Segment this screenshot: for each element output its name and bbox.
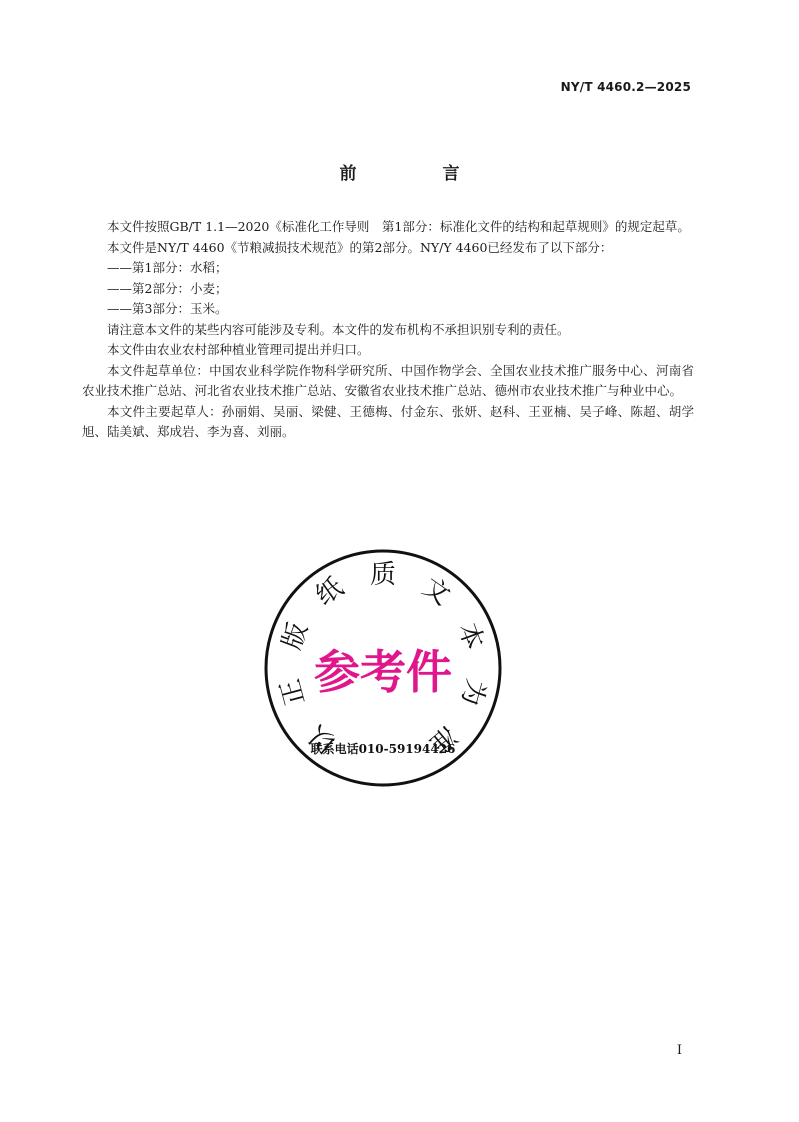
paragraph-drafting-rules: 本文件按照GB/T 1.1—2020《标准化工作导则 第1部分：标准化文件的结构和起草规则》的规定起草。	[107, 219, 690, 234]
stamp-ring-char: 准	[423, 719, 463, 760]
stamp-ring-char: 以	[303, 719, 343, 760]
list-item-part-2: ——第2部分：小麦；	[107, 280, 228, 296]
stamp-ring-char: 本	[451, 618, 489, 654]
stamp-ring-char: 正	[275, 675, 312, 709]
stamp-center-text: 参考件	[314, 645, 452, 699]
paragraph-patent-notice: 请注意本文件的某些内容可能涉及专利。本文件的发布机构不承担识别专利的责任。	[107, 321, 570, 337]
foreword-body	[82, 217, 694, 443]
stamp-ring-char: 纸	[310, 572, 349, 612]
stamp-contact-text: 联系电话010-59194426	[310, 742, 456, 756]
stamp-ring-char: 为	[454, 675, 491, 709]
page-title: 前 言	[339, 164, 500, 184]
list-item-part-1: ——第1部分：水稻；	[107, 260, 228, 275]
list-item-part-3: ——第3部分：玉米。	[107, 301, 228, 316]
paragraph-drafting-units: 本文件起草单位：中国农业科学院作物科学研究所、中国作物学会、全国农业技术推广服务中心、河南省农业技术推广总站、河北省农业技术推广总站、安徽省农业技术推广总站、德州市农业技术推广与种业中心。	[82, 362, 694, 398]
paragraph-parts-intro: 本文件是NY/T 4460《节粮减损技术规范》的第2部分。NY/Y 4460已经发布了以下部分：	[107, 239, 613, 255]
stamp-ring-char: 版	[277, 618, 315, 654]
paragraph-proposer: 本文件由农业农村部种植业管理司提出并归口。	[107, 342, 370, 357]
reference-copy-stamp	[263, 548, 503, 788]
page-number: I	[676, 1043, 682, 1058]
paragraph-drafters: 本文件主要起草人：孙丽娟、吴丽、梁健、王德梅、付金东、张妍、赵科、王亚楠、吴子峰、陈超、胡学旭、陆美斌、郑成岩、李为喜、刘丽。	[82, 403, 694, 439]
stamp-ring-char: 质	[369, 560, 397, 590]
stamp-ring-char: 文	[417, 572, 456, 612]
standard-code: NY/T 4460.2—2025	[560, 80, 691, 94]
